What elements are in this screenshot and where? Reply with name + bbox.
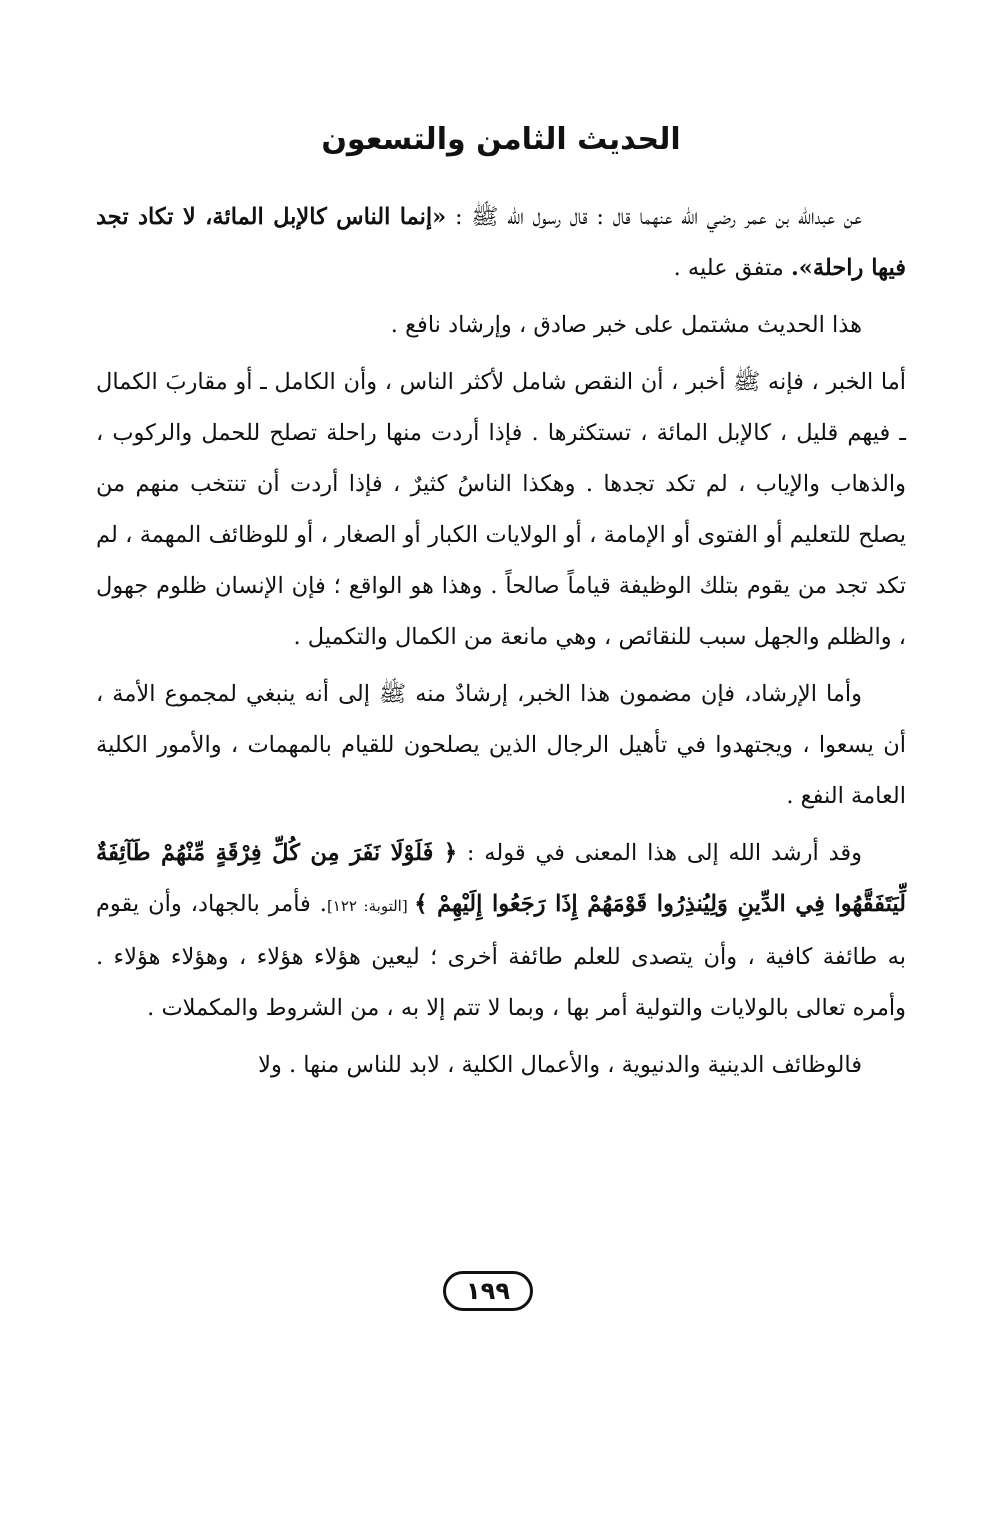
guidance-paragraph: وأما الإرشاد، فإن مضمون هذا الخبر، إرشادٌ منه ﷺ إلى أنه ينبغي لمجموع الأمة ، أن يسعوا ، ويجتهدوا في تأهيل الرجال الذين يصلحون للقيام بالمهمات ، والأمور الكلية العامة النفع . xyxy=(96,681,906,809)
hadith-paragraph xyxy=(96,192,906,294)
hadith-intro: عن عبدالله بن عمر رضي الله عنهما قال : قال رسول الله ﷺ : xyxy=(446,204,863,230)
page-number: ١٩٩ xyxy=(443,1271,533,1311)
page-content xyxy=(96,118,906,1468)
verse-reference: [التوبة: ١٢٢] xyxy=(326,897,415,915)
verse-intro: وقد أرشد الله إلى هذا المعنى في قوله : xyxy=(457,840,863,866)
page-title: الحديث الثامن والتسعون xyxy=(321,122,681,157)
quran-verse: ﴿ فَلَوْلَا نَفَرَ مِن كُلِّ فِرْقَةٍ مِّنْهُمْ طَآئِفَةٌ لِّيَتَفَقَّهُوا فِي الدِّينِ وَلِيُنذِرُوا قَوْمَهُمْ إِذَا رَجَعُوا إِلَيْهِمْ ﴾ xyxy=(96,840,907,917)
verse-commentary: . فأمر بالجهاد، وأن يقوم به طائفة كافية ، وأن يتصدى للعلم طائفة أخرى ؛ ليعين هؤلاء هؤلاء ، وهؤلاء هؤلاء . وأمره تعالى بالولايات والتولية أمر بها ، وبما لا تتم إلا به ، من الشروط والمكملات . xyxy=(96,891,906,1021)
summary-paragraph: هذا الحديث مشتمل على خبر صادق ، وإرشاد نافع . xyxy=(390,312,862,338)
verse-paragraph xyxy=(96,828,906,1034)
news-paragraph: أما الخبر ، فإنه ﷺ أخبر ، أن النقص شامل لأكثر الناس ، وأن الكامل ـ أو مقاربَ الكمال ـ فيهم قليل ، كالإبل المائة ، تستكثرها . فإذا أردت منها راحلة تصلح للحمل والركوب ، والذهاب والإياب ، لم تكد تجدها . وهكذا الناسُ كثيرٌ ، فإذا أردت أن تنتخب منهم من يصلح للتعليم أو الفتوى أو الإمامة ، أو الولايات الكبار أو الصغار ، أو للوظائف المهمة ، لم تكد تجد من يقوم بتلك الوظيفة قياماً صالحاً . وهذا هو الواقع ؛ فإن الإنسان ظلوم جهول ، والظلم والجهل سبب للنقائص ، وهي مانعة من الكمال والتكميل . xyxy=(96,369,906,650)
closing-paragraph: فالوظائف الدينية والدنيوية ، والأعمال الكلية ، لابد للناس منها . ولا xyxy=(258,1052,862,1078)
hadith-quote: «إنما الناس كالإبل المائة، لا تكاد تجد فيها راحلة». xyxy=(96,204,906,281)
hadith-source: متفق عليه . xyxy=(673,255,791,281)
